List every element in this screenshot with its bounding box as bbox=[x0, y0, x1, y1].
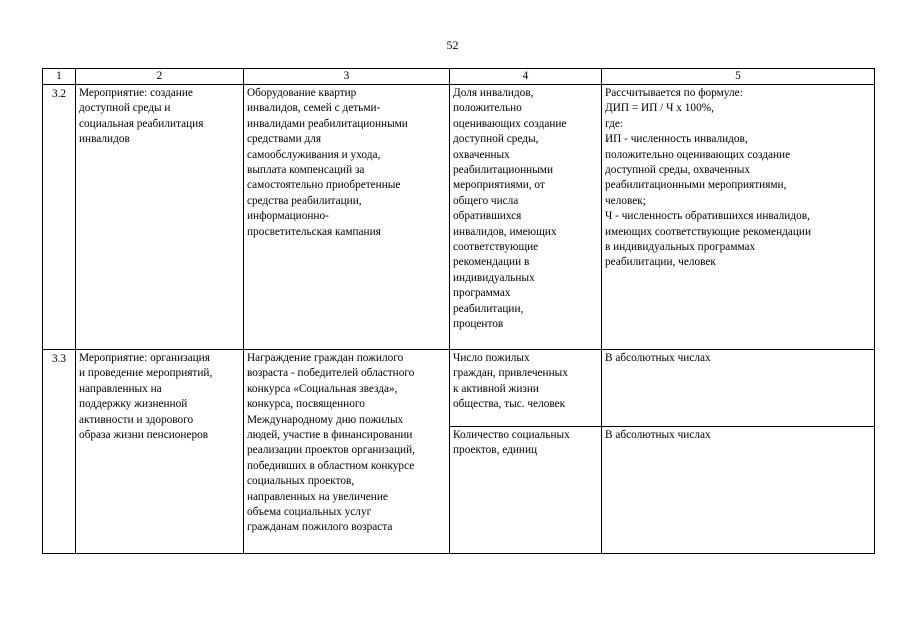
activity-line: поддержку жизненной bbox=[79, 398, 188, 411]
row-number: 3.2 bbox=[43, 85, 76, 350]
indicator-line: обратившихся bbox=[453, 210, 522, 223]
activity-line: Мероприятие: организация bbox=[79, 352, 210, 364]
activity-line: направленных на bbox=[79, 382, 162, 395]
method-line: В абсолютных числах bbox=[605, 429, 711, 441]
activity-cell bbox=[76, 85, 244, 350]
indicator-line: мероприятиями, от bbox=[453, 179, 545, 192]
content-line: Оборудование квартир bbox=[247, 87, 357, 99]
content-line: информационно- bbox=[247, 210, 329, 223]
method-line: имеющих соответствующие рекомендации bbox=[605, 225, 812, 238]
method-line: ИП - численность инвалидов, bbox=[605, 133, 748, 146]
indicator-line: Количество социальных bbox=[453, 429, 570, 441]
indicator-name-cell bbox=[450, 350, 602, 427]
row-number: 3.3 bbox=[43, 350, 76, 554]
activity-line: Мероприятие: создание bbox=[79, 87, 193, 99]
calculation-method-cell bbox=[602, 350, 875, 427]
table-header-row bbox=[43, 69, 875, 85]
indicator-line: рекомендации в bbox=[453, 256, 530, 269]
activity-line: доступной среды и bbox=[79, 102, 171, 115]
activity-cell bbox=[76, 350, 244, 554]
method-line: Ч - численность обратившихся инвалидов, bbox=[605, 210, 810, 223]
content-line: конкурса, посвященного bbox=[247, 398, 365, 411]
content-line: Международному дню пожилых bbox=[247, 413, 404, 426]
content-line: победивших в областном конкурсе bbox=[247, 459, 415, 472]
column-header: 2 bbox=[76, 69, 244, 85]
content-line: средства реабилитации, bbox=[247, 194, 362, 207]
indicator-line: общества, тыс. человек bbox=[453, 398, 566, 411]
activity-line: образа жизни пенсионеров bbox=[79, 429, 209, 442]
column-header: 3 bbox=[244, 69, 450, 85]
table-row bbox=[43, 85, 875, 350]
content-line: гражданам пожилого возраста bbox=[247, 521, 393, 534]
content-line: самостоятельно приобретенные bbox=[247, 179, 401, 192]
method-line: реабилитации, человек bbox=[605, 256, 716, 269]
indicator-line: проектов, единиц bbox=[453, 444, 538, 457]
indicator-line: реабилитации, bbox=[453, 302, 524, 315]
method-line: в индивидуальных программах bbox=[605, 241, 756, 254]
calculation-method-cell bbox=[602, 427, 875, 554]
indicator-line: положительно bbox=[453, 102, 522, 115]
content-line: самообслуживания и ухода, bbox=[247, 148, 381, 161]
content-line: социальных проектов, bbox=[247, 475, 355, 488]
content-line: конкурса «Социальная звезда», bbox=[247, 382, 398, 395]
column-header: 1 bbox=[43, 69, 76, 85]
method-line: ДИП = ИП / Ч х 100%, bbox=[605, 102, 714, 115]
indicator-line: инвалидов, имеющих bbox=[453, 225, 557, 238]
method-line: доступной среды, охваченных bbox=[605, 164, 751, 177]
method-line: В абсолютных числах bbox=[605, 352, 711, 364]
content-cell bbox=[244, 85, 450, 350]
activity-line: и проведение мероприятий, bbox=[79, 367, 213, 380]
content-line: просветительская кампания bbox=[247, 225, 381, 238]
indicator-line: индивидуальных bbox=[453, 271, 535, 284]
method-line: положительно оценивающих создание bbox=[605, 148, 791, 161]
column-header: 4 bbox=[450, 69, 602, 85]
indicator-line: реабилитационными bbox=[453, 164, 553, 177]
indicator-line: программах bbox=[453, 287, 511, 300]
method-line: человек; bbox=[605, 194, 646, 207]
content-line: реализации проектов организаций, bbox=[247, 444, 415, 457]
content-line: Награждение граждан пожилого bbox=[247, 352, 404, 364]
indicator-line: оценивающих создание bbox=[453, 117, 567, 130]
content-cell bbox=[244, 350, 450, 554]
table-row bbox=[43, 350, 875, 427]
method-line: где: bbox=[605, 117, 623, 130]
activity-line: инвалидов bbox=[79, 133, 130, 146]
indicator-line: процентов bbox=[453, 318, 504, 331]
indicator-name-cell bbox=[450, 85, 602, 350]
method-line: Рассчитывается по формуле: bbox=[605, 87, 743, 99]
indicator-line: Доля инвалидов, bbox=[453, 87, 534, 99]
content-line: возраста - победителей областного bbox=[247, 367, 415, 380]
method-line: реабилитационными мероприятиями, bbox=[605, 179, 787, 192]
indicator-name-cell bbox=[450, 427, 602, 554]
activity-line: социальная реабилитация bbox=[79, 117, 204, 130]
indicator-line: охваченных bbox=[453, 148, 510, 161]
content-line: людей, участие в финансировании bbox=[247, 429, 413, 442]
indicator-line: соответствующие bbox=[453, 241, 539, 254]
content-line: инвалидов, семей с детьми- bbox=[247, 102, 381, 115]
page-number: 52 bbox=[446, 38, 459, 52]
content-line: выплата компенсаций за bbox=[247, 164, 365, 177]
activity-line: активности и здорового bbox=[79, 413, 194, 426]
indicator-line: доступной среды, bbox=[453, 133, 539, 146]
program-table bbox=[42, 68, 875, 554]
content-line: инвалидами реабилитационными bbox=[247, 117, 408, 130]
calculation-method-cell bbox=[602, 85, 875, 350]
content-line: объема социальных услуг bbox=[247, 506, 372, 519]
content-line: направленных на увеличение bbox=[247, 490, 388, 503]
indicator-line: общего числа bbox=[453, 194, 519, 207]
indicator-line: граждан, привлеченных bbox=[453, 367, 568, 380]
indicator-line: к активной жизни bbox=[453, 382, 539, 395]
indicator-line: Число пожилых bbox=[453, 352, 530, 364]
column-header: 5 bbox=[602, 69, 875, 85]
content-line: средствами для bbox=[247, 133, 322, 146]
